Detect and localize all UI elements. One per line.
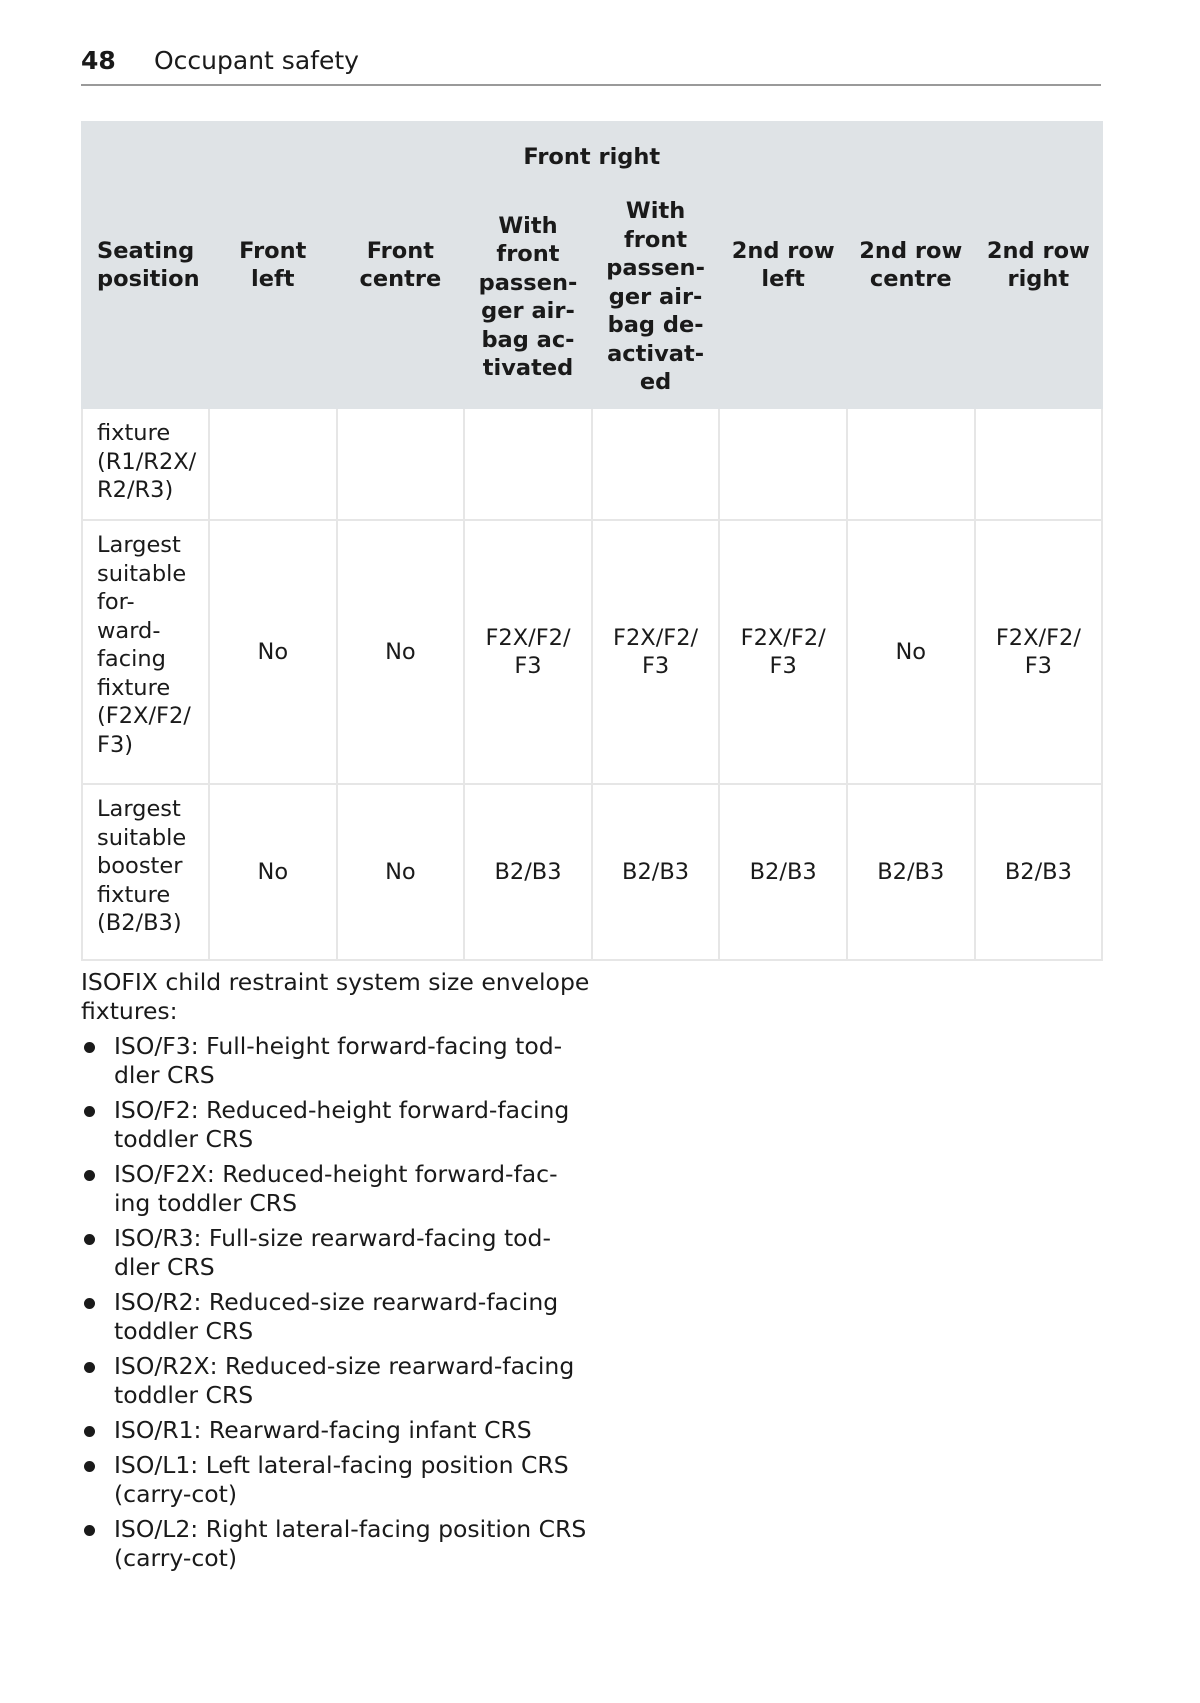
table-cell xyxy=(975,408,1103,520)
header-airbag-deactivated: With front passen- ger air- bag de- activat- ed xyxy=(592,186,720,408)
bullet-icon xyxy=(84,1234,95,1245)
list-item-text: ISO/R1: Rearward-facing infant CRS xyxy=(114,1416,532,1444)
list-item-text: ISO/L1: Left lateral-facing position CRS (carry-cot) xyxy=(114,1451,569,1508)
list-item xyxy=(81,1352,601,1410)
bullet-icon xyxy=(84,1461,95,1472)
list-item-text: ISO/R2: Reduced-size rearward-facing toddler CRS xyxy=(114,1288,559,1345)
bullet-icon xyxy=(84,1170,95,1181)
header-seating-position: Seating position xyxy=(82,122,209,408)
list-item-text: ISO/F3: Full-height forward-facing tod- dler CRS xyxy=(114,1032,563,1089)
table-cell: No xyxy=(209,784,337,960)
table-cell: F2X/F2/ F3 xyxy=(975,520,1103,784)
bullet-icon xyxy=(84,1298,95,1309)
list-item-text: ISO/R3: Full-size rearward-facing tod- dler CRS xyxy=(114,1224,551,1281)
list-item-text: ISO/R2X: Reduced-size rearward-facing toddler CRS xyxy=(114,1352,575,1409)
list-item xyxy=(81,1416,601,1445)
table-cell: B2/B3 xyxy=(847,784,975,960)
page-number: 48 xyxy=(81,46,116,75)
table-cell: No xyxy=(209,520,337,784)
table-cell: F2X/F2/ F3 xyxy=(592,520,720,784)
list-item xyxy=(81,1451,601,1509)
list-item xyxy=(81,1096,601,1154)
table-row xyxy=(82,784,1102,960)
list-item-text: ISO/L2: Right lateral-facing position CRS (carry-cot) xyxy=(114,1515,587,1572)
table-cell: B2/B3 xyxy=(592,784,720,960)
notes-intro: ISOFIX child restraint system size envelope fixtures: xyxy=(81,968,590,1025)
bullet-icon xyxy=(84,1362,95,1373)
bullet-icon xyxy=(84,1042,95,1053)
row-label: Largest suitable for- ward- facing fixture (F2X/F2/ F3) xyxy=(82,520,209,784)
header-front-left: Front left xyxy=(209,122,337,408)
table-cell xyxy=(337,408,465,520)
list-item xyxy=(81,1288,601,1346)
fixture-list xyxy=(81,1032,601,1573)
table-cell xyxy=(719,408,847,520)
header-2nd-row-left: 2nd row left xyxy=(719,122,847,408)
table-cell: No xyxy=(337,520,465,784)
table-cell: F2X/F2/ F3 xyxy=(719,520,847,784)
header-airbag-activated: With front passen- ger air- bag ac- tivated xyxy=(464,186,592,408)
table-cell: F2X/F2/ F3 xyxy=(464,520,592,784)
table-cell xyxy=(464,408,592,520)
table-cell: B2/B3 xyxy=(464,784,592,960)
list-item xyxy=(81,1032,601,1090)
table-row xyxy=(82,520,1102,784)
bullet-icon xyxy=(84,1525,95,1536)
bullet-icon xyxy=(84,1426,95,1437)
bullet-icon xyxy=(84,1106,95,1117)
header-2nd-row-centre: 2nd row centre xyxy=(847,122,975,408)
table-cell: No xyxy=(337,784,465,960)
header-front-centre: Front centre xyxy=(337,122,465,408)
list-item-text: ISO/F2: Reduced-height forward-facing toddler CRS xyxy=(114,1096,570,1153)
list-item xyxy=(81,1224,601,1282)
table-cell xyxy=(209,408,337,520)
chapter-title: Occupant safety xyxy=(154,46,359,75)
page-header xyxy=(81,44,1101,86)
header-front-right-group: Front right xyxy=(464,122,719,186)
table-cell xyxy=(592,408,720,520)
list-item-text: ISO/F2X: Reduced-height forward-fac- ing toddler CRS xyxy=(114,1160,558,1217)
isofix-table xyxy=(81,121,1103,961)
list-item xyxy=(81,1515,601,1573)
header-2nd-row-right: 2nd row right xyxy=(975,122,1103,408)
list-item xyxy=(81,1160,601,1218)
table-row xyxy=(82,408,1102,520)
table-cell: B2/B3 xyxy=(719,784,847,960)
table-cell: No xyxy=(847,520,975,784)
fixture-notes xyxy=(81,968,601,1579)
row-label: Largest suitable booster fixture (B2/B3) xyxy=(82,784,209,960)
table-cell: B2/B3 xyxy=(975,784,1103,960)
row-label: fixture (R1/R2X/ R2/R3) xyxy=(82,408,209,520)
table-cell xyxy=(847,408,975,520)
